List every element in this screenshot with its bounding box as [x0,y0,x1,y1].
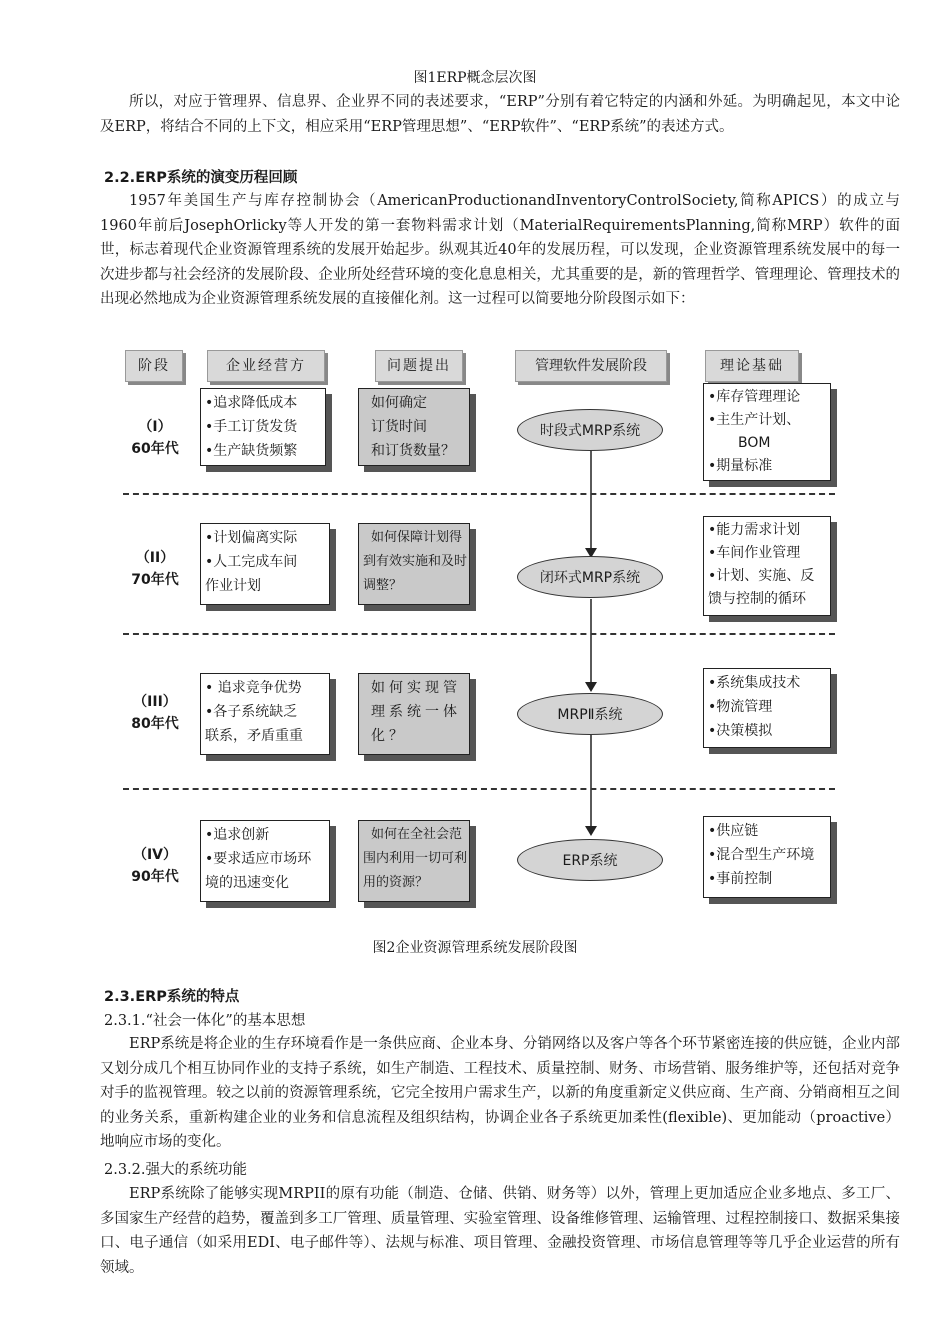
intro-paragraph: 所以，对应于管理界、信息界、企业界不同的表述要求，“ERP”分别有着它特定的内涵和外延。为明确起见，本文中论及ERP，将结合不同的上下文，相应采用“ERP管理思想”、“ERP软件”、“ERP系统”的表述方式。 [100,94,900,135]
stage-3-theory-box: •系统集成技术 •物流管理 •决策模拟 [703,668,831,748]
stage-1-business-box: •追求降低成本 •手工订货发货 •生产缺货频繁 [200,388,326,466]
header-stage: 阶段 [125,350,183,382]
divider-1 [123,493,835,495]
section-2-3-2-paragraph: ERP系统除了能够实现MRPII的原有功能（制造、仓储、供销、财务等）以外，管理上更加适应企业多地点、多工厂、多国家生产经营的趋势，覆盖到多工厂管理、质量管理、实验室管理、设备维修管理、运输管理、过程控制接口、数据采集接口、电子通信（如采用EDI、电子邮件等）、法规与标准、项目管理、金融投资管理、市场信息管理等等几乎企业运营的所有领域。 [100,1186,900,1276]
stage-4-software-oval: ERP系统 [517,839,663,881]
header-theory: 理论基础 [705,350,799,382]
stage-4-business-box: •追求创新 •要求适应市场环 境的迅速变化 [200,820,330,902]
figure-1-caption: 图1ERP概念层次图 [413,70,537,86]
stage-3-software-oval: MRPⅡ系统 [517,693,663,735]
stage-3-business-box: • 追求竞争优势 •各子系统缺乏 联系，矛盾重重 [200,673,330,755]
stage-2-question-box: 如何保障计划得 到有效实施和及时 调整？ [358,523,470,605]
header-question: 问题提出 [375,350,463,382]
section-2-3-2-title: 2.3.2.强大的系统功能 [104,1162,248,1178]
figure-2-caption: 图2企业资源管理系统发展阶段图 [372,940,578,956]
stage-1-era: （I） 60年代 [131,419,179,457]
stage-2-business-box: •计划偏离实际 •人工完成车间 作业计划 [200,523,330,605]
header-business: 企业经营方 [207,350,325,382]
section-2-2-heading: 2.2.ERP系统的演变历程回顾 [104,170,298,186]
stage-2-era: （II） 70年代 [131,550,179,588]
stage-1-theory-box: •库存管理理论 •主生产计划、 BOM •期量标准 [703,383,831,481]
section-2-3-1-paragraph: ERP系统是将企业的生存环境看作是一条供应商、企业本身、分销网络以及客户等各个环节紧密连接的供应链，企业内部又划分成几个相互协同作业的支持子系统，如生产制造、工程技术、质量控制、财务、市场营销、服务维护等，还包括对竞争对手的监视管理。较之以前的资源管理系统，它完全按用户需求生产，以新的角度重新定义供应商、生产商、分销商相互之间的业务关系，重新构建企业的业务和信息流程及组织结构，协调企业各子系统更加柔性(flexible)、更加能动（proactive）地响应市场的变化。 [100,1036,900,1150]
section-2-3-1-title: 2.3.1.“社会一体化”的基本思想 [104,1013,306,1029]
stage-3-question-box: 如何实现管 理系统一体 化？ [358,673,470,755]
stage-2-software-oval: 闭环式MRP系统 [517,556,663,598]
stage-3-era: （III） 80年代 [131,694,179,732]
header-software: 管理软件发展阶段 [515,350,667,382]
stage-1-software-oval: 时段式MRP系统 [517,409,663,451]
section-2-3-heading: 2.3.ERP系统的特点 [104,989,240,1005]
divider-3 [123,788,835,790]
stage-4-question-box: 如何在全社会范 围内利用一切可利 用的资源？ [358,820,470,902]
erp-evolution-diagram [115,348,840,930]
stage-4-theory-box: •供应链 •混合型生产环境 •事前控制 [703,816,831,898]
divider-2 [123,633,835,635]
stage-2-theory-box: •能力需求计划 •车间作业管理 •计划、实施、反 馈与控制的循环 [703,516,831,616]
stage-1-question-box: 如何确定 订货时间 和订货数量？ [358,388,470,466]
stage-4-era: （IV） 90年代 [131,847,179,885]
section-2-2-paragraph: 1957年美国生产与库存控制协会（AmericanProductionandInventoryControlSociety,简称APICS）的成立与1960年前后JosephOrlicky等人开发的第一套物料需求计划（MaterialRequirementsPlanning,简称MRP）软件的面世，标志着现代企业资源管理系统的发展开始起步。纵观其近40年的发展历程，可以发现，企业资源管理系统发展中的每一次进步都与社会经济的发展阶段、企业所处经营环境的变化息息相关，尤其重要的是，新的管理哲学、管理理论、管理技术的出现必然地成为企业资源管理系统发展的直接催化剂。这一过程可以简要地分阶段图示如下： [100,193,900,307]
